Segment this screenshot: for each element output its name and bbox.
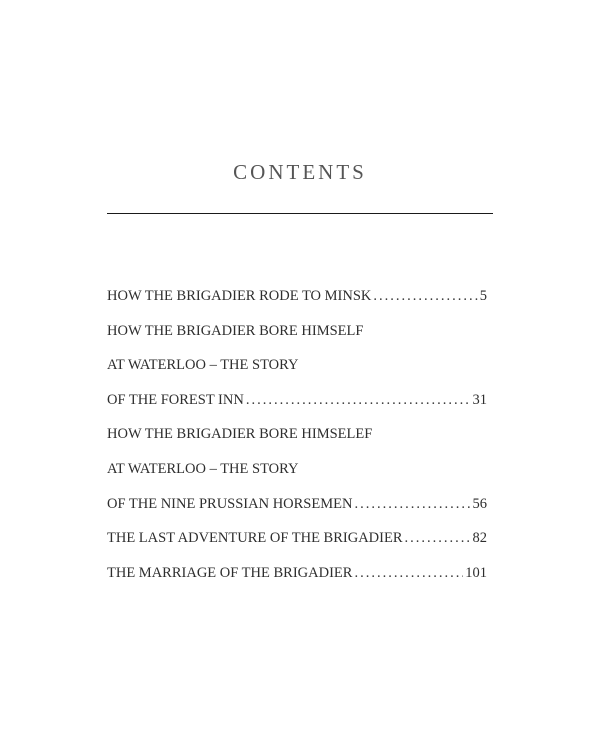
toc-entry bbox=[107, 284, 487, 319]
toc-leader-dots bbox=[354, 561, 463, 585]
toc-leader-dots bbox=[373, 284, 477, 308]
toc-entry bbox=[107, 353, 487, 388]
toc-entry bbox=[107, 492, 487, 527]
toc-entry-title: THE LAST ADVENTURE OF THE BRIGADIER bbox=[107, 530, 403, 547]
toc-page-number: 82 bbox=[472, 530, 487, 547]
toc-entry-title: HOW THE BRIGADIER RODE TO MINSK bbox=[107, 288, 372, 304]
toc-entry bbox=[107, 319, 487, 354]
toc-leader-dots bbox=[405, 526, 471, 550]
toc-entry-title: THE MARRIAGE OF THE BRIGADIER bbox=[107, 564, 353, 581]
page-title: CONTENTS bbox=[233, 160, 367, 184]
toc-entry-title: HOW THE BRIGADIER BORE HIMSELEF bbox=[107, 426, 373, 443]
title-divider bbox=[107, 213, 493, 214]
toc-page-number: 101 bbox=[465, 564, 487, 581]
toc-entry bbox=[107, 526, 487, 561]
toc-entry-title: HOW THE BRIGADIER BORE HIMSELF bbox=[107, 322, 364, 339]
toc-entry bbox=[107, 457, 487, 492]
toc-entry-title: OF THE NINE PRUSSIAN HORSEMEN bbox=[107, 495, 353, 512]
toc-page-number: 5 bbox=[479, 288, 487, 304]
table-of-contents bbox=[107, 284, 487, 595]
toc-page-number: 56 bbox=[472, 495, 487, 512]
toc-entry bbox=[107, 388, 487, 423]
toc-leader-dots bbox=[246, 388, 471, 412]
toc-entry-title: AT WATERLOO – THE STORY bbox=[107, 357, 299, 374]
toc-entry-title: OF THE FOREST INN bbox=[107, 391, 244, 408]
toc-entry bbox=[107, 561, 487, 596]
toc-page-number: 31 bbox=[472, 391, 487, 408]
toc-leader-dots bbox=[354, 492, 470, 516]
toc-entry-title: AT WATERLOO – THE STORY bbox=[107, 460, 299, 477]
toc-entry bbox=[107, 422, 487, 457]
